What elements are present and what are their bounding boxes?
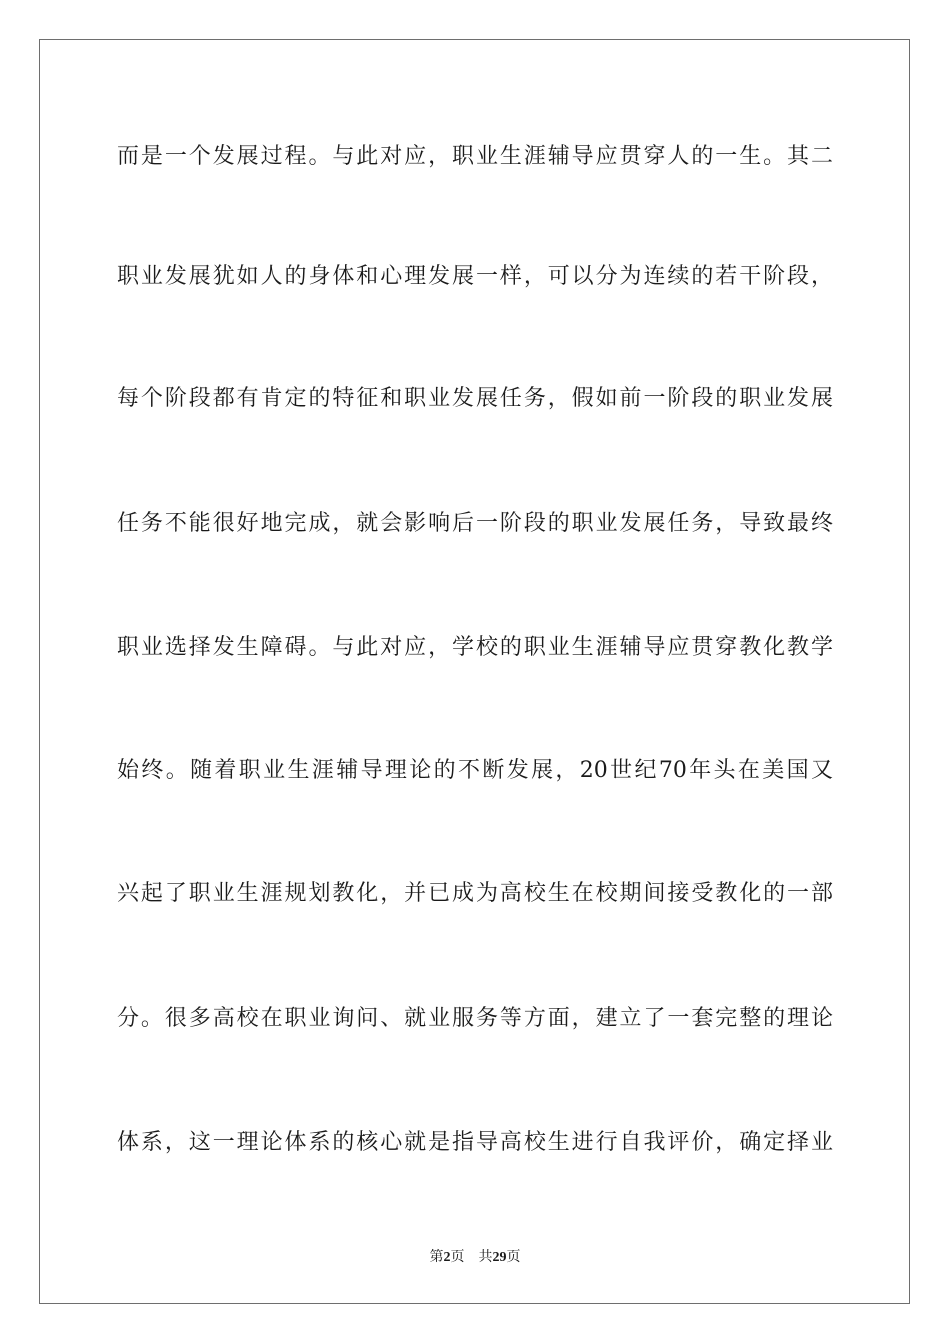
body-text-line-2: 职业发展犹如人的身体和心理发展一样，可以分为连续的若干阶段， — [117, 264, 833, 289]
body-text-line-9: 体系，这一理论体系的核心就是指导高校生进行自我评价，确定择业 — [117, 1130, 833, 1155]
page-number-current: 2 — [443, 1250, 451, 1265]
body-text-line-8: 分。很多高校在职业询问、就业服务等方面，建立了一套完整的理论 — [117, 1006, 833, 1031]
body-text-line-6: 始终。随着职业生涯辅导理论的不断发展，20世纪70年头在美国又 — [117, 758, 833, 783]
page-number-suffix: 页 — [450, 1249, 465, 1265]
total-pages-suffix: 页 — [506, 1249, 521, 1265]
page-number-prefix: 第 — [429, 1249, 444, 1265]
page-border — [39, 39, 910, 1304]
page-footer — [0, 1248, 950, 1267]
total-pages-count: 29 — [492, 1250, 507, 1265]
body-text-line-4: 任务不能很好地完成，就会影响后一阶段的职业发展任务，导致最终 — [117, 511, 833, 536]
body-text-line-3: 每个阶段都有肯定的特征和职业发展任务，假如前一阶段的职业发展 — [117, 386, 833, 411]
body-text-line-7: 兴起了职业生涯规划教化，并已成为高校生在校期间接受教化的一部 — [117, 881, 833, 906]
total-pages-prefix: 共 — [478, 1249, 493, 1265]
body-text-line-5: 职业选择发生障碍。与此对应，学校的职业生涯辅导应贯穿教化教学 — [117, 635, 833, 660]
body-text-line-1: 而是一个发展过程。与此对应，职业生涯辅导应贯穿人的一生。其二 — [117, 144, 833, 169]
